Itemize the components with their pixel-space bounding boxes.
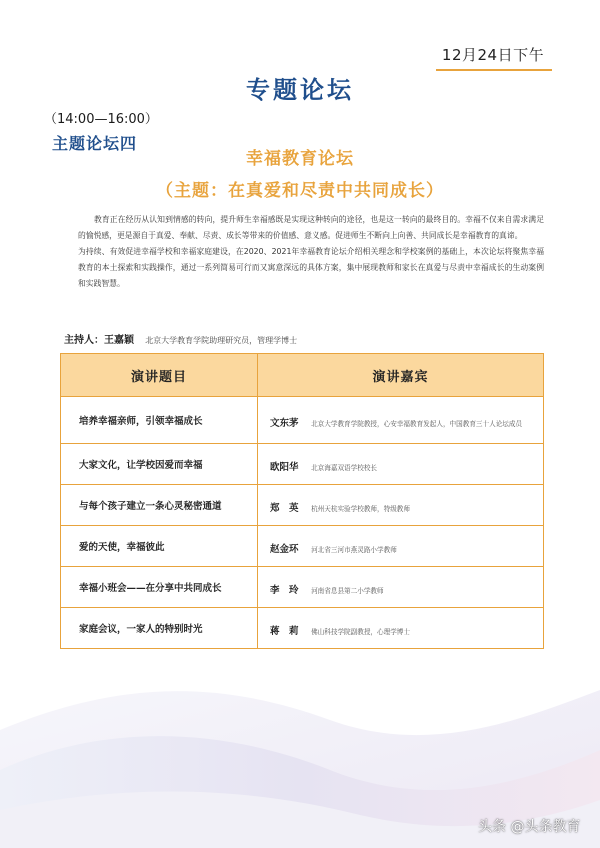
host-description: 北京大学教育学院助理研究员，管理学博士 [145,336,298,345]
speaker-cell [258,567,544,608]
watermark: 头条 @头条教育 [478,819,581,835]
date-label: 12月24日下午 [441,46,545,64]
speaker-name: 文东茅 [270,417,299,429]
talk-topic: 家庭会议，一家人的特别时光 [61,608,258,649]
speaker-desc: 佛山科技学院副教授，心理学博士 [311,627,410,636]
host-label: 主持人：王嘉颖 [64,335,134,346]
page-title: 专题论坛 [246,76,354,104]
table-row [61,485,544,526]
speaker-desc: 河南省息县第二小学教师 [311,586,384,595]
speaker-desc: 北京海嘉双语学校校长 [311,463,378,472]
speaker-desc: 杭州天杭实验学校教师，特级教师 [311,504,410,513]
time-range: （14:00—16:00） [44,112,158,127]
speaker-name: 欧阳华 [270,461,299,473]
header-speaker: 演讲嘉宾 [258,354,544,397]
forum-number: 主题论坛四 [52,134,138,153]
intro-text [78,212,544,292]
speaker-name: 郑 英 [270,502,299,514]
talk-topic: 幸福小班会——在分享中共同成长 [61,567,258,608]
table-row [61,567,544,608]
speaker-name: 李 玲 [270,584,299,596]
talk-topic: 培养幸福亲师，引领幸福成长 [61,397,258,444]
talk-topic: 爱的天使，幸福彼此 [61,526,258,567]
forum-theme: （主题：在真爱和尽责中共同成长） [156,181,444,201]
talk-topic: 大家文化，让学校因爱而幸福 [61,444,258,485]
intro-paragraph-2: 为持续、有效促进幸福学校和幸福家庭建设，在2020、2021年幸福教育论坛介绍相关理念和学校案例的基础上，本次论坛将聚焦幸福教育的本土探索和实践操作，通过一系列简易可行而又寓意深远的具体方案，集中展现教师和家长在真爱与尽责中幸福成长的生动案例和实践智慧。 [78,247,544,288]
speaker-desc: 河北省三河市燕灵路小学教师 [311,545,397,554]
speaker-name: 赵金环 [270,543,299,555]
host-line [64,331,297,346]
speaker-cell [258,608,544,649]
table-row [61,444,544,485]
table-row [61,608,544,649]
forum-name: 幸福教育论坛 [246,149,354,169]
speaker-cell [258,485,544,526]
intro-paragraph-1: 教育正在经历从认知到情感的转向，提升师生幸福感既是实现这种转向的途径，也是这一转向的最终目的。幸福不仅来自需求满足的愉悦感，更是源自于真爱、奉献、尽责、成长等带来的价值感、意义感。促进师生不断向上向善、共同成长是幸福教育的真谛。 [78,215,544,240]
speaker-cell [258,444,544,485]
table-row [61,526,544,567]
speaker-name: 蒋 莉 [270,625,299,637]
header-topic: 演讲题目 [61,354,258,397]
speaker-cell [258,526,544,567]
table-header-row [61,354,544,397]
speaker-cell [258,397,544,444]
talk-topic: 与每个孩子建立一条心灵秘密通道 [61,485,258,526]
table-row [61,397,544,444]
schedule-table [60,353,544,649]
speaker-desc: 北京大学教育学院教授，心安幸福教育发起人，中国教育三十人论坛成员 [311,419,523,428]
